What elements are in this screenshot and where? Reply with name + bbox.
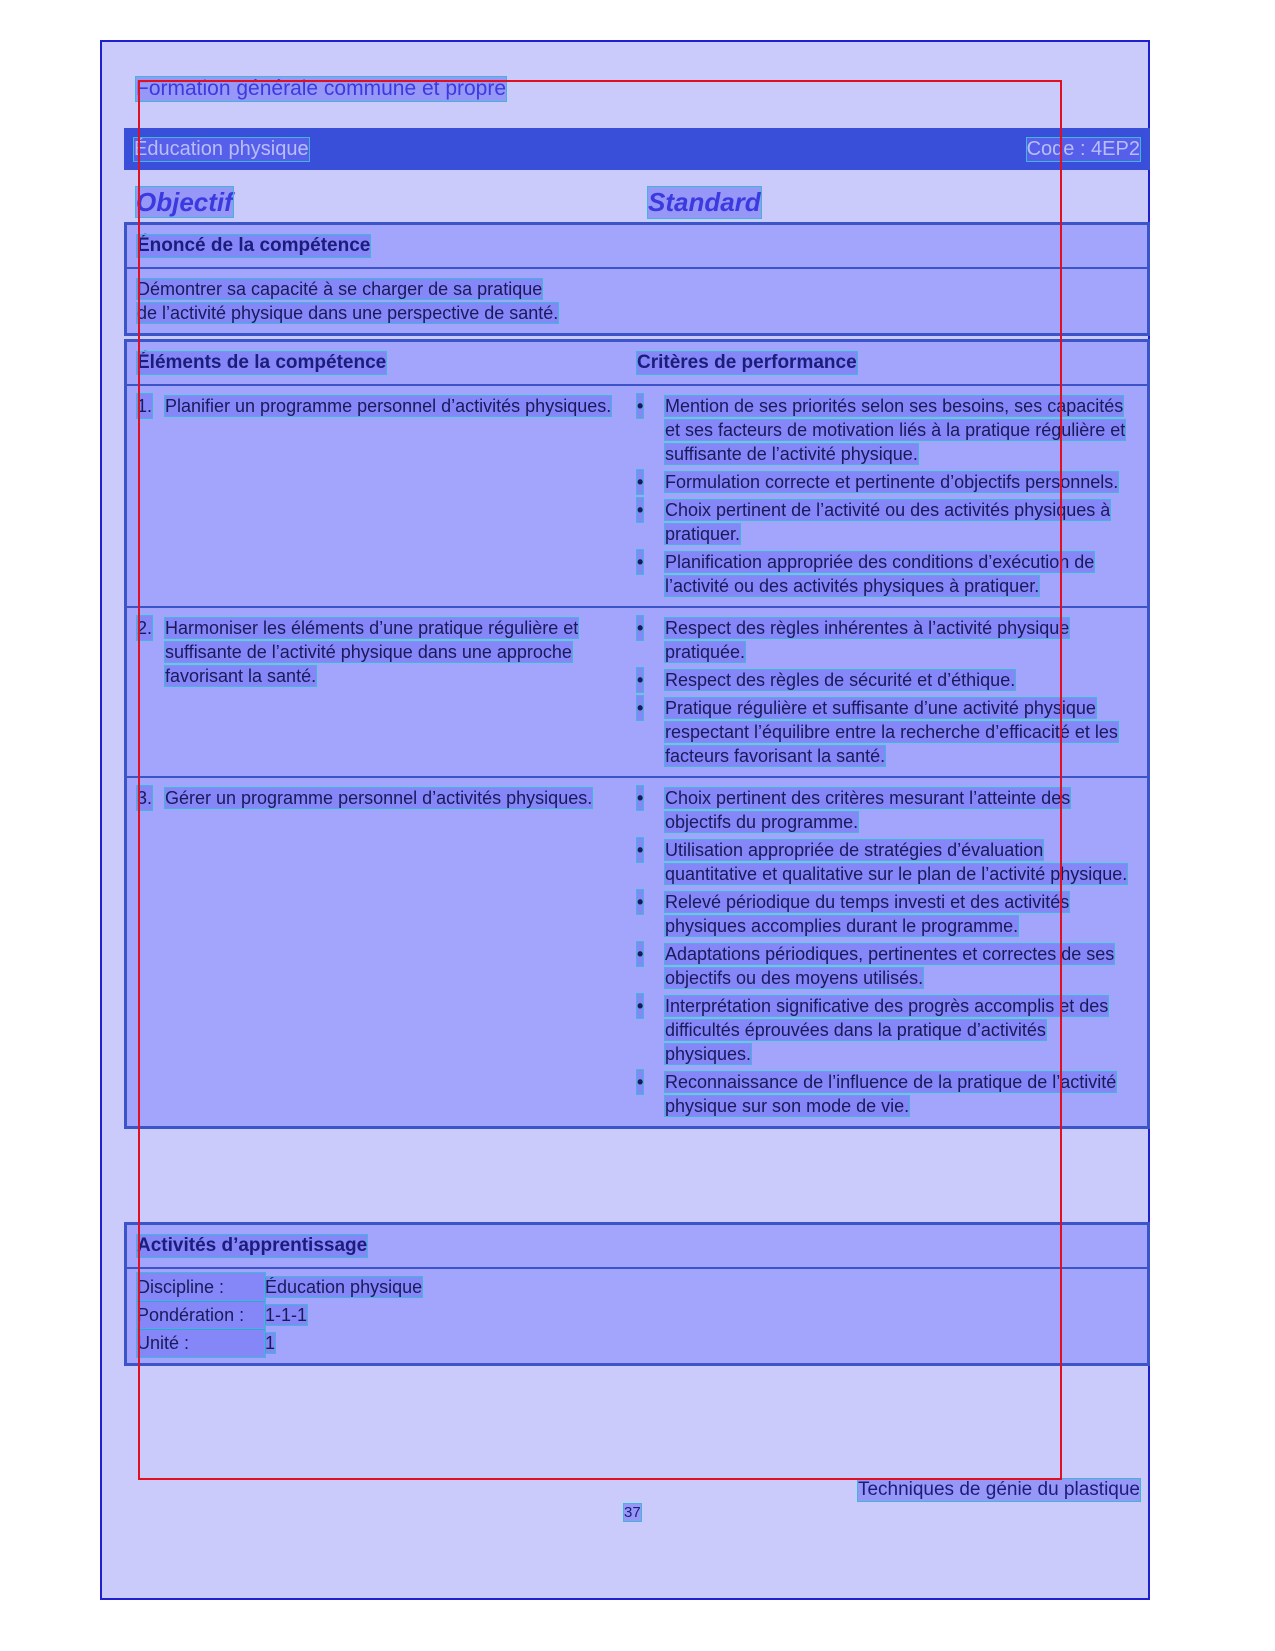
discipline-label: Discipline : <box>137 1273 265 1301</box>
criteria-text: Respect des règles inhérentes à l’activité physique pratiquée. <box>665 618 1070 662</box>
criteria-item <box>637 470 1135 494</box>
criteria-list <box>637 386 1147 606</box>
weighting-value: 1-1-1 <box>265 1305 308 1325</box>
bullet-icon: • <box>637 788 644 808</box>
objective-heading: Objectif <box>136 187 233 217</box>
criteria-item <box>637 616 1135 664</box>
bullet-icon: • <box>637 840 644 860</box>
bullet-icon: • <box>637 996 644 1016</box>
element-text <box>137 394 617 418</box>
weighting-row <box>127 1301 1147 1329</box>
criteria-text: Choix pertinent des critères mesurant l’atteinte des objectifs du programme. <box>665 788 1071 832</box>
weighting-label: Pondération : <box>137 1301 265 1329</box>
criteria-item <box>637 1070 1135 1118</box>
criteria-item <box>637 838 1135 886</box>
page-number: 37 <box>624 1504 641 1521</box>
criteria-text: Mention de ses priorités selon ses besoins, ses capacités et ses facteurs de motivation liés à la pratique régulière et suffisante de l’activité physique. <box>665 396 1126 464</box>
course-code: Code : 4EP2 <box>1026 137 1140 160</box>
units-value: 1 <box>265 1333 276 1353</box>
bullet-icon: • <box>637 396 644 416</box>
criteria-item <box>637 890 1135 938</box>
discipline-value: Éducation physique <box>265 1277 423 1297</box>
criteria-item <box>637 394 1135 466</box>
bullet-icon: • <box>637 500 644 520</box>
criteria-text: Adaptations périodiques, pertinentes et correctes de ses objectifs ou des moyens utilisés. <box>665 944 1115 988</box>
bullet-icon: • <box>637 618 644 638</box>
criteria-text: Utilisation appropriée de stratégies d’évaluation quantitative et qualitative sur le plan de l’activité physique. <box>665 840 1128 884</box>
program-name: Techniques de génie du plastique <box>857 1479 1140 1500</box>
statement-heading-text: Énoncé de la compétence <box>137 235 371 256</box>
statement-line: Démontrer sa capacité à se charger de sa pratique <box>137 279 543 299</box>
bullet-icon: • <box>637 1072 644 1092</box>
criteria-item <box>637 550 1135 598</box>
element-description: Planifier un programme personnel d’activités physiques. <box>165 396 612 416</box>
learning-activities-box <box>124 1222 1150 1366</box>
units-label: Unité : <box>137 1329 265 1357</box>
element-number: 3. <box>137 788 153 808</box>
bullet-icon: • <box>637 670 644 690</box>
discipline-name: Éducation physique <box>134 137 309 160</box>
element-number: 1. <box>137 396 153 416</box>
units-row <box>127 1329 1147 1357</box>
criteria-text: Respect des règles de sécurité et d’éthique. <box>665 670 1016 690</box>
criteria-text: Planification appropriée des conditions d’exécution de l’activité ou des activités physiques à pratiquer. <box>665 552 1095 596</box>
discipline-row <box>127 1273 1147 1301</box>
criteria-list <box>637 608 1147 776</box>
learning-info <box>127 1269 1147 1363</box>
statement-heading <box>127 225 1147 269</box>
element-description: Gérer un programme personnel d’activités physiques. <box>165 788 593 808</box>
learning-heading-row <box>127 1225 1147 1269</box>
element-text <box>137 786 617 810</box>
criteria-item <box>637 696 1135 768</box>
bullet-icon: • <box>637 892 644 912</box>
criteria-text: Reconnaissance de l’influence de la pratique de l’activité physique sur son mode de vie. <box>665 1072 1117 1116</box>
element-text <box>137 616 617 688</box>
criteria-text: Formulation correcte et pertinente d’objectifs personnels. <box>665 472 1119 492</box>
standard-heading: Standard <box>648 187 761 217</box>
objective-standard-header <box>136 187 1150 218</box>
page-title: Formation générale commune et propre <box>136 77 507 100</box>
statement-text <box>127 269 1147 333</box>
competency-elements-box <box>124 339 1150 1129</box>
element-description: Harmoniser les éléments d’une pratique régulière et suffisante de l’activité physique dans une approche favorisant la santé. <box>165 618 579 686</box>
criteria-item <box>637 498 1135 546</box>
elements-heading-row <box>127 342 1147 386</box>
criteria-text: Pratique régulière et suffisante d’une activité physique respectant l’équilibre entre la recherche d’efficacité et les facteurs favorisant la santé. <box>665 698 1118 766</box>
elements-heading: Éléments de la compétence <box>137 352 387 373</box>
bullet-icon: • <box>637 698 644 718</box>
criteria-item <box>637 942 1135 990</box>
criteria-text: Relevé périodique du temps investi et des activités physiques accomplies durant le programme. <box>665 892 1070 936</box>
criteria-heading: Critères de performance <box>637 352 857 373</box>
criteria-item <box>637 668 1135 692</box>
criteria-text: Choix pertinent de l’activité ou des activités physiques à pratiquer. <box>665 500 1111 544</box>
bullet-icon: • <box>637 472 644 492</box>
discipline-banner <box>124 128 1150 170</box>
bullet-icon: • <box>637 552 644 572</box>
criteria-item <box>637 786 1135 834</box>
statement-line: de l’activité physique dans une perspective de santé. <box>137 303 559 323</box>
learning-heading: Activités d’apprentissage <box>137 1235 368 1256</box>
criteria-text: Interprétation significative des progrès accomplis et des difficultés éprouvées dans la pratique d’activités physiques. <box>665 996 1109 1064</box>
criteria-item <box>637 994 1135 1066</box>
element-row <box>127 386 1147 608</box>
element-number: 2. <box>137 618 153 638</box>
element-row <box>127 778 1147 1126</box>
element-row <box>127 608 1147 778</box>
bullet-icon: • <box>637 944 644 964</box>
competency-statement-box <box>124 222 1150 336</box>
criteria-list <box>637 778 1147 1126</box>
document-page <box>100 40 1150 1600</box>
page-content <box>124 42 1150 1598</box>
elements-rows <box>127 386 1147 1126</box>
